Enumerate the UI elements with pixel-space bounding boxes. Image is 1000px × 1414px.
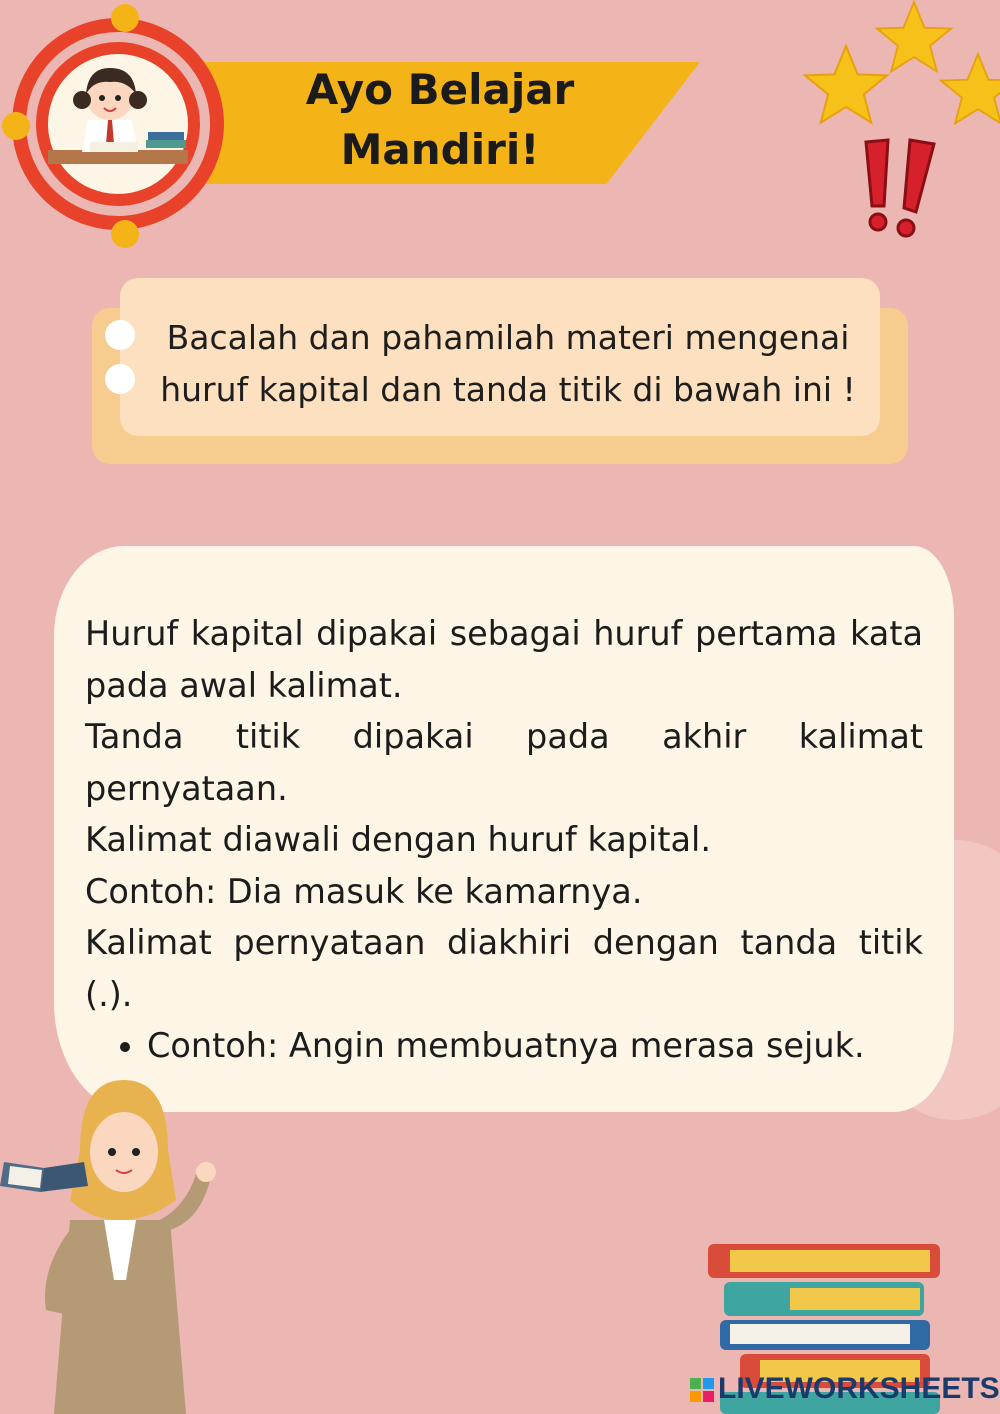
paragraph: Tanda titik dipakai pada akhir kalimat pernyataan. [85,717,923,808]
watermark: LIVEWORKSHEETS [718,1372,1000,1405]
teacher-illustration [0,1070,240,1414]
emblem-dot [2,112,30,140]
title-line-1: Ayo Belajar [305,65,575,114]
title-line-2: Mandiri! [340,125,540,174]
example-list-item: • Contoh: Angin membuatnya merasa sejuk. [147,1020,923,1072]
paragraph: Contoh: Dia masuk ke kamarnya. [85,871,643,911]
stars-icon [800,0,1000,240]
paragraph: Kalimat diawali dengan huruf kapital. [85,820,711,859]
instruction-line-2: huruf kapital dan tanda titik di bawah ini ! [160,370,856,409]
example-list [85,1020,923,1072]
paragraph: Kalimat pernyataan diakhiri dengan tanda titik (.). [85,923,923,1014]
emblem-dot [111,4,139,32]
page-title [250,60,630,180]
liveworksheets-logo-icon [690,1378,714,1402]
student-illustration [48,54,188,194]
emblem-dot [111,220,139,248]
instruction-line-1: Bacalah dan pahamilah materi mengenai [166,318,850,357]
material-text [85,608,923,1072]
exclamation-icon [866,140,934,236]
paragraph: Huruf kapital dipakai sebagai huruf pertama kata pada awal kalimat. [85,614,923,705]
instruction-text [128,312,888,416]
